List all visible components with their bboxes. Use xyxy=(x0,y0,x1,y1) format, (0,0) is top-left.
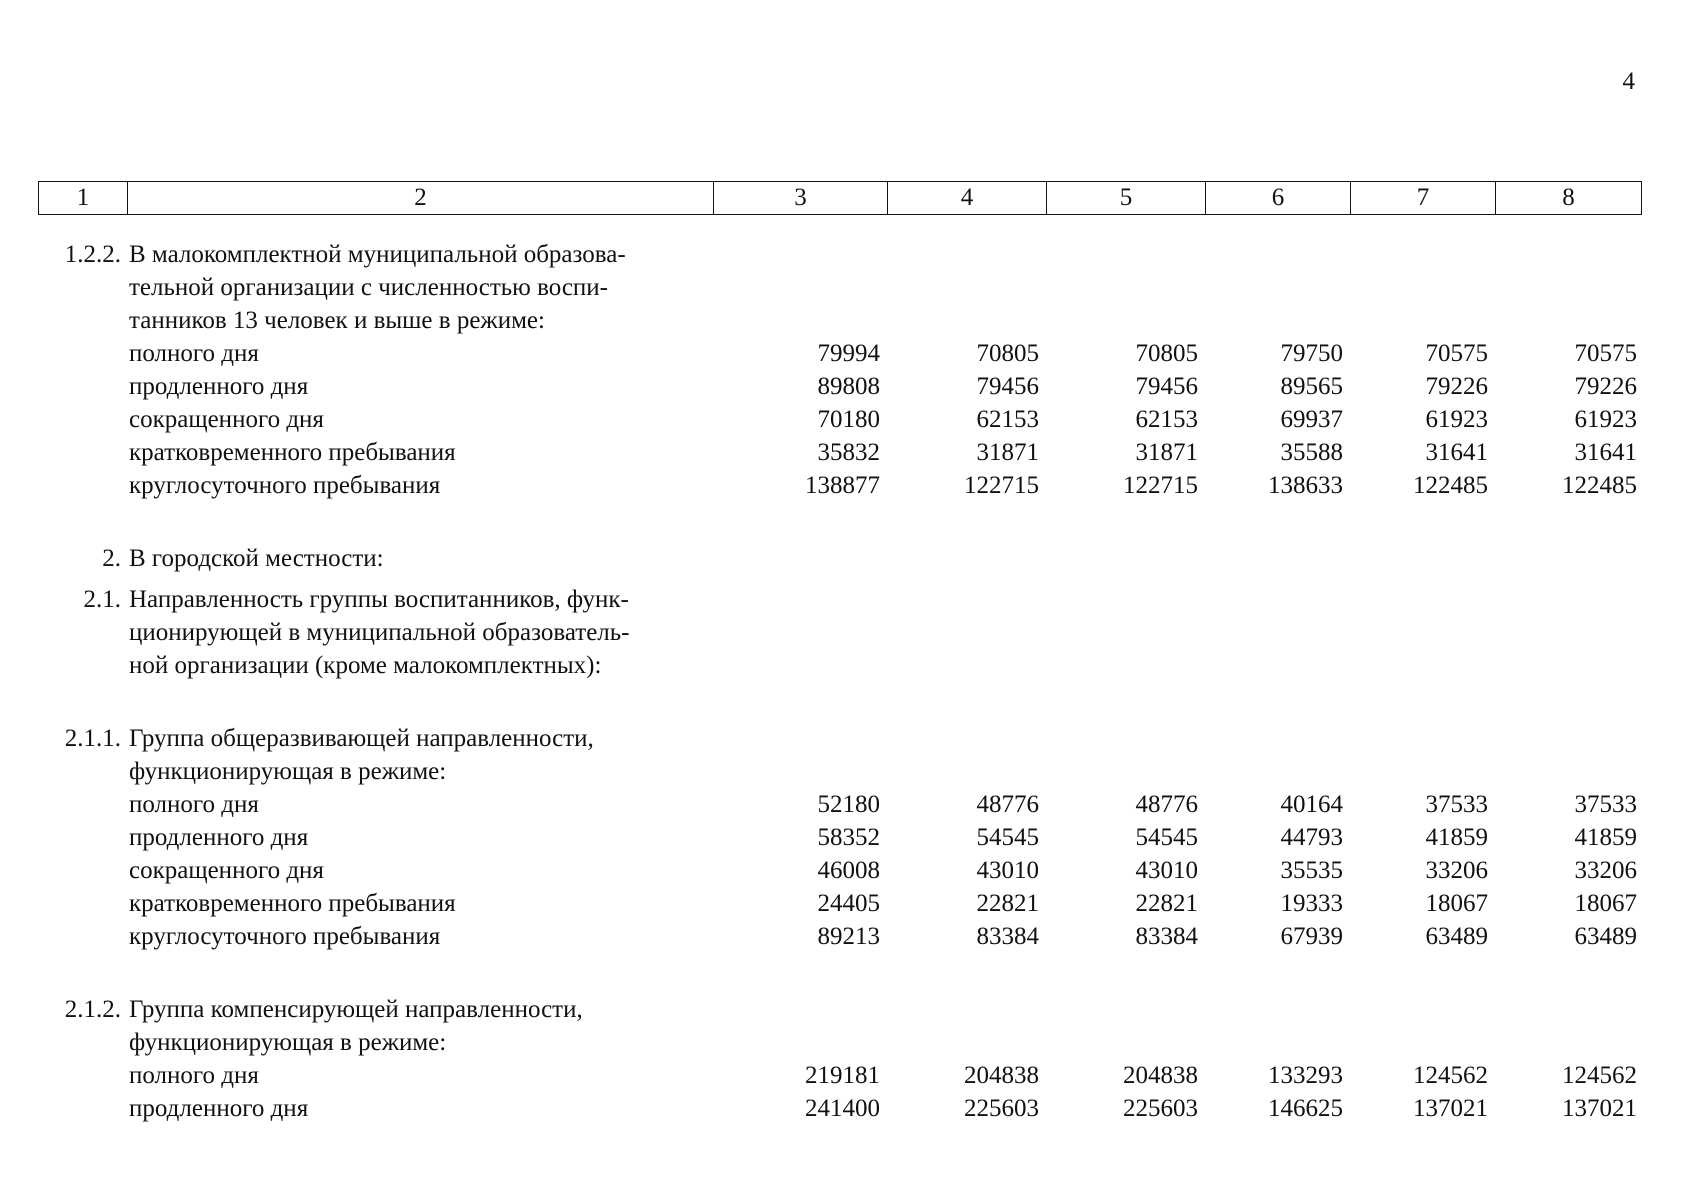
header-col-8: 8 xyxy=(1496,182,1642,215)
section-heading-text: тельной организации с численностью воспи- xyxy=(129,274,609,301)
section-heading-line xyxy=(38,649,1641,682)
cell-col-4: 122715 xyxy=(964,472,1039,499)
row-label: сокращенного дня xyxy=(129,857,324,884)
cell-col-8: 79226 xyxy=(1574,373,1637,400)
cell-col-4: 79456 xyxy=(976,373,1039,400)
cell-col-5: 79456 xyxy=(1135,373,1198,400)
section-heading-text: танников 13 человек и выше в режиме: xyxy=(129,307,545,334)
section-heading-line xyxy=(38,304,1641,337)
section-number: 2.1.1. xyxy=(64,725,121,752)
cell-col-6: 79750 xyxy=(1280,340,1343,367)
row-label: продленного дня xyxy=(129,373,309,400)
header-col-1: 1 xyxy=(39,182,128,215)
section-2-1 xyxy=(38,583,1641,682)
cell-col-5: 122715 xyxy=(1123,472,1198,499)
table-row xyxy=(38,887,1641,920)
section-heading-line xyxy=(38,583,1641,616)
table-row xyxy=(38,1092,1641,1125)
cell-col-5: 70805 xyxy=(1135,340,1198,367)
section-2-1-2 xyxy=(38,993,1641,1125)
cell-col-5: 204838 xyxy=(1123,1062,1198,1089)
cell-col-4: 83384 xyxy=(976,923,1039,950)
cell-col-7: 33206 xyxy=(1425,857,1488,884)
section-heading-line xyxy=(38,722,1641,755)
section-heading-line xyxy=(38,616,1641,649)
section-heading-line xyxy=(38,1026,1641,1059)
cell-col-8: 61923 xyxy=(1574,406,1637,433)
table-row xyxy=(38,337,1641,370)
header-col-6: 6 xyxy=(1206,182,1351,215)
section-heading-text: Группа общеразвивающей направленности, xyxy=(129,725,594,752)
cell-col-7: 18067 xyxy=(1425,890,1488,917)
row-label: кратковременного пребывания xyxy=(129,439,456,466)
cell-col-3: 79994 xyxy=(817,340,880,367)
cell-col-5: 62153 xyxy=(1135,406,1198,433)
section-number: 2. xyxy=(102,545,121,572)
section-heading-text: функционирующая в режиме: xyxy=(129,1029,447,1056)
table-row xyxy=(38,469,1641,502)
cell-col-7: 61923 xyxy=(1425,406,1488,433)
cell-col-6: 138633 xyxy=(1268,472,1343,499)
cell-col-6: 44793 xyxy=(1280,824,1343,851)
cell-col-5: 54545 xyxy=(1135,824,1198,851)
cell-col-8: 63489 xyxy=(1574,923,1637,950)
cell-col-6: 19333 xyxy=(1280,890,1343,917)
section-number: 2.1. xyxy=(83,586,121,613)
table-row xyxy=(38,920,1641,953)
row-label: продленного дня xyxy=(129,1095,309,1122)
document-body xyxy=(38,238,1641,1125)
cell-col-8: 122485 xyxy=(1562,472,1637,499)
section-1-2-2 xyxy=(38,238,1641,502)
section-spacer xyxy=(38,953,1641,993)
section-heading-text: В малокомплектной муниципальной образова- xyxy=(129,241,626,268)
cell-col-6: 133293 xyxy=(1268,1062,1343,1089)
section-heading-text: ной организации (кроме малокомплектных): xyxy=(129,652,602,679)
section-spacer xyxy=(38,575,1641,583)
table-row xyxy=(38,403,1641,436)
section-2-1-1 xyxy=(38,722,1641,953)
cell-col-7: 31641 xyxy=(1425,439,1488,466)
cell-col-7: 124562 xyxy=(1413,1062,1488,1089)
cell-col-5: 48776 xyxy=(1135,791,1198,818)
cell-col-6: 40164 xyxy=(1280,791,1343,818)
cell-col-8: 124562 xyxy=(1562,1062,1637,1089)
cell-col-3: 58352 xyxy=(817,824,880,851)
page-number: 4 xyxy=(1622,68,1635,95)
section-heading-line xyxy=(38,755,1641,788)
cell-col-4: 22821 xyxy=(976,890,1039,917)
cell-col-3: 138877 xyxy=(805,472,880,499)
row-label: полного дня xyxy=(129,340,259,367)
section-heading-text: В городской местности: xyxy=(129,545,384,572)
section-heading-line xyxy=(38,993,1641,1026)
header-col-3: 3 xyxy=(714,182,888,215)
cell-col-7: 37533 xyxy=(1425,791,1488,818)
cell-col-7: 79226 xyxy=(1425,373,1488,400)
cell-col-5: 43010 xyxy=(1135,857,1198,884)
cell-col-4: 225603 xyxy=(964,1095,1039,1122)
cell-col-3: 24405 xyxy=(817,890,880,917)
cell-col-8: 33206 xyxy=(1574,857,1637,884)
cell-col-3: 35832 xyxy=(817,439,880,466)
row-label: круглосуточного пребывания xyxy=(129,923,441,950)
section-spacer xyxy=(38,502,1641,542)
cell-col-8: 41859 xyxy=(1574,824,1637,851)
section-heading-text: ционирующей в муниципальной образователь- xyxy=(129,619,630,646)
cell-col-4: 62153 xyxy=(976,406,1039,433)
section-spacer xyxy=(38,682,1641,722)
cell-col-7: 63489 xyxy=(1425,923,1488,950)
section-heading-text: Группа компенсирующей направленности, xyxy=(129,996,583,1023)
table-row xyxy=(38,788,1641,821)
cell-col-6: 35588 xyxy=(1280,439,1343,466)
cell-col-8: 18067 xyxy=(1574,890,1637,917)
cell-col-7: 41859 xyxy=(1425,824,1488,851)
table-row xyxy=(38,436,1641,469)
cell-col-5: 22821 xyxy=(1135,890,1198,917)
cell-col-6: 146625 xyxy=(1268,1095,1343,1122)
cell-col-6: 35535 xyxy=(1280,857,1343,884)
cell-col-7: 70575 xyxy=(1425,340,1488,367)
table-row xyxy=(38,1059,1641,1092)
cell-col-6: 89565 xyxy=(1280,373,1343,400)
row-label: кратковременного пребывания xyxy=(129,890,456,917)
cell-col-6: 67939 xyxy=(1280,923,1343,950)
row-label: продленного дня xyxy=(129,824,309,851)
cell-col-8: 70575 xyxy=(1574,340,1637,367)
cell-col-4: 204838 xyxy=(964,1062,1039,1089)
section-number: 2.1.2. xyxy=(64,996,121,1023)
column-number-header xyxy=(38,181,1642,215)
cell-col-3: 219181 xyxy=(805,1062,880,1089)
section-heading-line xyxy=(38,542,1641,575)
cell-col-8: 37533 xyxy=(1574,791,1637,818)
header-col-4: 4 xyxy=(888,182,1047,215)
header-col-7: 7 xyxy=(1351,182,1496,215)
cell-col-4: 48776 xyxy=(976,791,1039,818)
cell-col-5: 83384 xyxy=(1135,923,1198,950)
cell-col-3: 89213 xyxy=(817,923,880,950)
section-heading-text: функционирующая в режиме: xyxy=(129,758,447,785)
cell-col-8: 137021 xyxy=(1562,1095,1637,1122)
cell-col-6: 69937 xyxy=(1280,406,1343,433)
cell-col-3: 52180 xyxy=(817,791,880,818)
table-row xyxy=(38,370,1641,403)
cell-col-4: 31871 xyxy=(976,439,1039,466)
cell-col-4: 43010 xyxy=(976,857,1039,884)
cell-col-4: 54545 xyxy=(976,824,1039,851)
header-col-5: 5 xyxy=(1047,182,1206,215)
row-label: круглосуточного пребывания xyxy=(129,472,441,499)
row-label: сокращенного дня xyxy=(129,406,324,433)
row-label: полного дня xyxy=(129,1062,259,1089)
cell-col-5: 31871 xyxy=(1135,439,1198,466)
section-2 xyxy=(38,542,1641,575)
cell-col-3: 46008 xyxy=(817,857,880,884)
cell-col-7: 137021 xyxy=(1413,1095,1488,1122)
cell-col-8: 31641 xyxy=(1574,439,1637,466)
table-row xyxy=(38,821,1641,854)
cell-col-3: 70180 xyxy=(817,406,880,433)
section-heading-line xyxy=(38,271,1641,304)
cell-col-4: 70805 xyxy=(976,340,1039,367)
section-heading-line xyxy=(38,238,1641,271)
cell-col-3: 241400 xyxy=(805,1095,880,1122)
header-col-2: 2 xyxy=(128,182,714,215)
row-label: полного дня xyxy=(129,791,259,818)
table-row xyxy=(38,854,1641,887)
cell-col-5: 225603 xyxy=(1123,1095,1198,1122)
cell-col-7: 122485 xyxy=(1413,472,1488,499)
section-heading-text: Направленность группы воспитанников, функ- xyxy=(129,586,629,613)
cell-col-3: 89808 xyxy=(817,373,880,400)
section-number: 1.2.2. xyxy=(64,241,121,268)
